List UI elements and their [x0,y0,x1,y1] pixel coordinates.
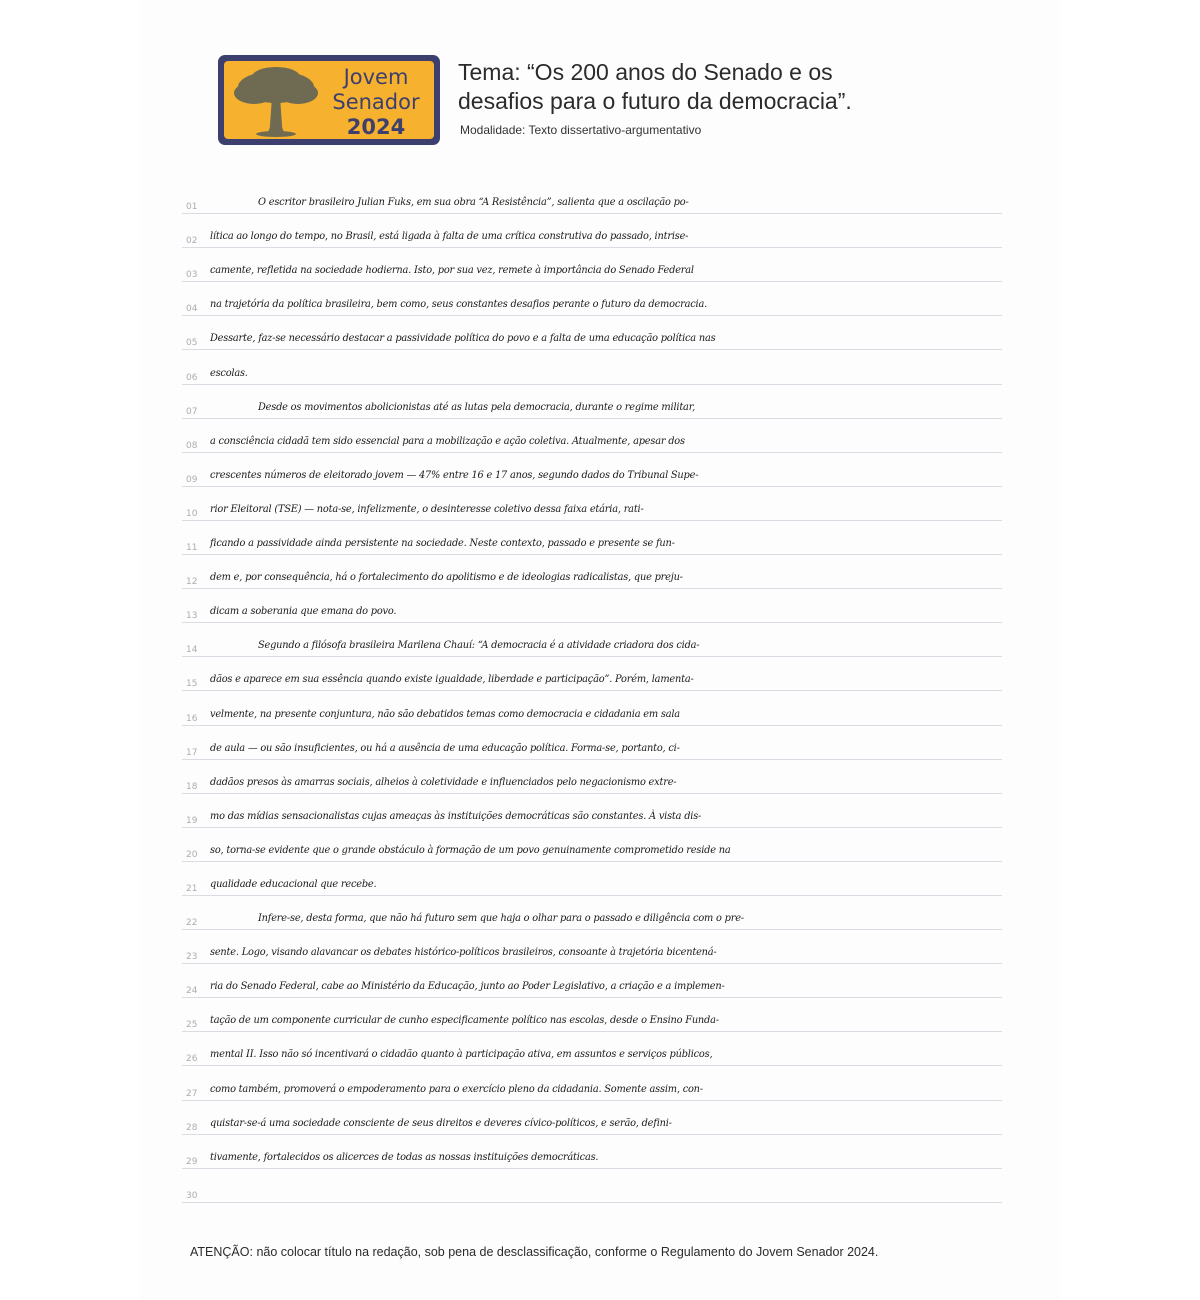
line-text: crescentes números de eleitorado jovem — 47% entre 16 e 17 anos, segundo dados do Tribunal Supe- [210,469,699,481]
essay-line [182,998,1002,1032]
line-text: a consciência cidadã tem sido essencial para a mobilização e ação coletiva. Atualmente, apesar dos [210,435,685,447]
line-number: 12 [186,577,198,588]
line-number: 09 [186,474,198,485]
line-text: lítica ao longo do tempo, no Brasil, está ligada à falta de uma crítica construtiva do passado, intrise- [210,231,689,243]
theme-title [458,58,1018,116]
line-text: de aula — ou são insuficientes, ou há a ausência de uma educação política. Forma-se, portanto, ci- [210,742,680,754]
line-number: 17 [186,747,198,758]
line-text: quistar-se-á uma sociedade consciente de seus direitos e deveres cívico-políticos, e serão, defini- [210,1117,672,1129]
essay-line [182,726,1002,760]
line-text: ria do Senado Federal, cabe ao Ministério da Educação, junto ao Poder Legislativo, a criação e a implemen- [210,981,725,993]
line-text: sente. Logo, visando alavancar os debates histórico-políticos brasileiros, consoante à trajetória bicentená- [210,947,717,959]
line-number: 29 [186,1156,198,1167]
line-number: 27 [186,1088,198,1099]
tree-icon [230,63,322,141]
essay-line [182,964,1002,998]
line-number: 25 [186,1020,198,1031]
line-number: 30 [186,1190,198,1201]
theme-line-2: desafios para o futuro da democracia”. [458,88,852,114]
modality-label: Modalidade: Texto dissertativo-argumentativo [460,123,702,137]
essay-line [182,248,1002,282]
essay-line [182,487,1002,521]
line-number: 24 [186,986,198,997]
line-text: O escritor brasileiro Julian Fuks, em sua obra “A Resistência”, salienta que a oscilação po- [258,197,689,209]
essay-line [182,1135,1002,1169]
line-number: 21 [186,883,198,894]
line-number: 05 [186,338,198,349]
essay-line [182,453,1002,487]
line-number: 13 [186,611,198,622]
line-text: tação de um componente curricular de cunho especificamente político nas escolas, desde o Ensino Funda- [210,1015,719,1027]
line-text: Desde os movimentos abolicionistas até as lutas pela democracia, durante o regime militar, [258,401,696,413]
theme-line-1: Tema: “Os 200 anos do Senado e os [458,59,833,85]
line-number: 26 [186,1054,198,1065]
essay-line [182,180,1002,214]
essay-line [182,1066,1002,1100]
essay-line [182,589,1002,623]
essay-line [182,521,1002,555]
essay-line [182,896,1002,930]
logo-line-2: Senador [332,90,420,114]
line-text: dicam a soberania que emana do povo. [210,606,397,618]
line-text: tivamente, fortalecidos os alicerces de todas as nossas instituições democráticas. [210,1151,599,1163]
essay-line [182,760,1002,794]
line-number: 08 [186,440,198,451]
line-number: 03 [186,270,198,281]
line-text: como também, promoverá o empoderamento para o exercício pleno da cidadania. Somente assim, con- [210,1083,703,1095]
essay-line [182,828,1002,862]
essay-line [182,1032,1002,1066]
essay-line [182,794,1002,828]
line-text: rior Eleitoral (TSE) — nota-se, infelizmente, o desinteresse coletivo dessa faixa etária, rati- [210,503,644,515]
logo-line-1: Jovem [343,65,409,89]
essay-lines [182,180,1002,1203]
line-text: velmente, na presente conjuntura, não são debatidos temas como democracia e cidadania em sala [210,708,680,720]
line-number: 01 [186,202,198,213]
line-number: 11 [186,543,198,554]
essay-line [182,1101,1002,1135]
line-text: escolas. [210,367,248,379]
jovem-senador-logo [218,55,440,145]
line-number: 02 [186,236,198,247]
line-text: na trajetória da política brasileira, bem como, seus constantes desafios perante o futuro da democracia. [210,299,708,311]
line-text: Segundo a filósofa brasileira Marilena Chauí: “A democracia é a atividade criadora dos cida- [258,640,700,652]
line-number: 06 [186,372,198,383]
essay-line [182,691,1002,725]
line-text: camente, refletida na sociedade hodierna. Isto, por sua vez, remete à importância do Senado Federal [210,265,694,277]
logo-year: 2024 [346,115,406,139]
line-text: mental II. Isso não só incentivará o cidadão quanto à participação ativa, em assuntos e serviços públicos, [210,1049,713,1061]
line-number: 18 [186,781,198,792]
line-number: 15 [186,679,198,690]
line-text: dem e, por consequência, há o fortalecimento do apolitismo e de ideologias radicalistas, que preju- [210,572,683,584]
essay-line [182,214,1002,248]
line-text: Infere-se, desta forma, que não há futuro sem que haja o olhar para o passado e diligência com o pre- [258,913,744,925]
essay-line [182,862,1002,896]
line-text: dãos e aparece em sua essência quando existe igualdade, liberdade e participação”. Porém, lamenta- [210,674,694,686]
essay-line [182,555,1002,589]
line-number: 16 [186,713,198,724]
line-number: 22 [186,918,198,929]
line-text: ficando a passividade ainda persistente na sociedade. Neste contexto, passado e presente se fun- [210,538,675,550]
line-number: 10 [186,508,198,519]
line-text: dadãos presos às amarras sociais, alheios à coletividade e influenciados pelo negacionismo extre- [210,776,677,788]
essay-line [182,316,1002,350]
essay-line [182,350,1002,384]
line-text: mo das mídias sensacionalistas cujas ameaças às instituições democráticas são constantes. À vista dis- [210,810,702,822]
line-number: 07 [186,406,198,417]
line-number: 19 [186,815,198,826]
line-number: 28 [186,1122,198,1133]
essay-line [182,282,1002,316]
line-text: Dessarte, faz-se necessário destacar a passividade política do povo e a falta de uma educação política nas [210,333,716,345]
line-number: 20 [186,849,198,860]
line-text: so, torna-se evidente que o grande obstáculo à formação de um povo genuinamente comprometido reside na [210,844,731,856]
line-number: 14 [186,645,198,656]
essay-line [182,419,1002,453]
line-number: 23 [186,952,198,963]
attention-footer: ATENÇÃO: não colocar título na redação, sob pena de desclassificação, conforme o Regulamento do Jovem Senador 2024. [190,1245,879,1259]
essay-line [182,930,1002,964]
essay-line [182,1169,1002,1203]
line-number: 04 [186,304,198,315]
essay-line [182,623,1002,657]
essay-line [182,657,1002,691]
line-text: qualidade educacional que recebe. [210,878,377,890]
essay-line [182,385,1002,419]
